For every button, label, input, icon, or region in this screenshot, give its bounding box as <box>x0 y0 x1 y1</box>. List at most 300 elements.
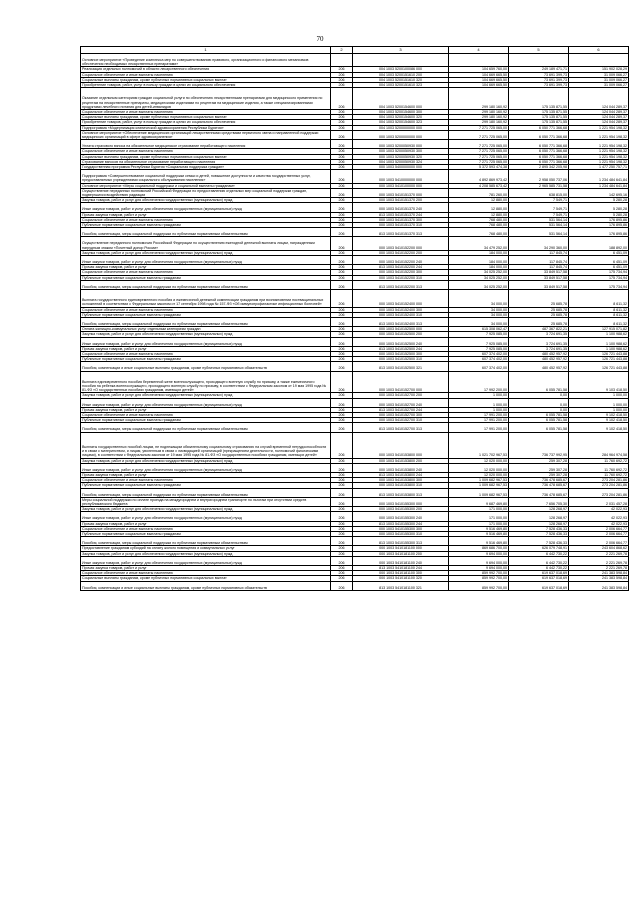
table-row <box>81 203 629 212</box>
row-remaining-cell: 9 102 418,50 <box>569 423 629 432</box>
row-executed-cell: 7 528 436,33 <box>509 537 569 546</box>
row-approved-cell: 34 000,00 <box>449 312 509 317</box>
row-code-cell: 813 1003 5410181100 321 <box>353 581 449 590</box>
row-remaining-cell: 8 611,32 <box>569 312 629 317</box>
row-code-cell: 813 1003 5410152700 244 <box>353 407 449 412</box>
row-name-cell: Закупка товаров, работ и услуг для обеспечения государственных (муниципальных) нужд <box>81 507 331 512</box>
row-grbs-cell: 206 <box>331 565 353 570</box>
row-approved-cell: 859 992 700,00 <box>449 571 509 576</box>
row-remaining-cell: 2 031 457,28 <box>569 497 629 506</box>
row-name-cell: Государственная программа Республики Бурятия «Социальная поддержка граждан» <box>81 165 331 170</box>
row-name-cell: Иные закупки товаров, работ и услуг для обеспечения государственных (муниципальных) нужд <box>81 203 331 212</box>
row-remaining-cell: 9 102 418,50 <box>569 418 629 423</box>
row-approved-cell: 17 992 200,00 <box>449 371 509 393</box>
row-executed-cell: 175 135 871,55 <box>509 115 569 120</box>
row-remaining-cell: 11 760 692,72 <box>569 472 629 477</box>
row-grbs-cell: 206 <box>331 307 353 312</box>
row-name-cell: Пособия, компенсации, меры социальной поддержки по публичным нормативным обязательствам <box>81 488 331 497</box>
row-remaining-cell: 1 221 954 198,32 <box>569 149 629 154</box>
table-row <box>81 88 629 110</box>
row-grbs-cell: 206 <box>331 312 353 317</box>
row-name-cell: Осуществление переданного полномочия Российской Федерации по осуществлению ежегодной денежной выплаты лицам, награжденным нагрудным знаком «Почетный донор России» <box>81 237 331 250</box>
row-name-cell: Пособия, компенсации и иные социальные выплаты гражданам, кроме публичных нормативных обязательств <box>81 581 331 590</box>
row-code-cell: 813 1003 5410152500 244 <box>353 346 449 351</box>
row-name-cell: Пособия, компенсации, меры социальной поддержки по публичным нормативным обязательствам <box>81 317 331 326</box>
row-code-cell: 000 1003 5410155300 000 <box>353 497 449 506</box>
row-executed-cell: 117 845,74 <box>509 256 569 265</box>
table-row <box>81 512 629 521</box>
row-approved-cell: 781 260,00 <box>449 188 509 197</box>
row-executed-cell: 33 849 517,58 <box>509 275 569 280</box>
row-name-cell: Закупка товаров, работ и услуг для обеспечения государственных (муниципальных) нужд <box>81 332 331 337</box>
row-approved-cell: 17 991 200,00 <box>449 418 509 423</box>
table-row <box>81 280 629 289</box>
row-approved-cell: 1 000,00 <box>449 393 509 398</box>
row-approved-cell: 9 687 469,80 <box>449 497 509 506</box>
row-executed-cell: 25 685,78 <box>509 317 569 326</box>
row-grbs-cell: 206 <box>331 546 353 551</box>
row-name-cell: Подпрограмма «Модернизация клинической здравоохранения Республики Бурятия» <box>81 125 331 130</box>
table-row <box>81 581 629 590</box>
row-grbs-cell: 206 <box>331 497 353 506</box>
row-remaining-cell <box>569 54 629 67</box>
row-grbs-cell: 206 <box>331 432 353 458</box>
row-grbs-cell: 206 <box>331 463 353 472</box>
row-code-cell: 000 1003 5400000000 000 <box>353 165 449 170</box>
row-name-cell: Пособия, компенсации и иные социальные выплаты гражданам, кроме публичных нормативных обязательств <box>81 362 331 371</box>
row-executed-cell: 531 564,14 <box>509 228 569 237</box>
row-remaining-cell: 124 044 289,37 <box>569 120 629 125</box>
row-name-cell: Социальное обеспечение и иные выплаты населению <box>81 478 331 483</box>
row-name-cell: Иные закупки товаров, работ и услуг для обеспечения государственных (муниципальных) нужд <box>81 463 331 472</box>
column-number-1: 1 <box>81 47 331 54</box>
row-name-cell: Выплаты государственных пособий лицам, не подлежащим обязательному социальному страхованию на случай временной нетрудоспособности и в связи с материнством, и лицам, уволенным в связи с ликвидацией организаций (прекращением деятельности, полномочий физическими лицами), в соответствии с Федеральным законом от 19 мая 1995 года № 81-ФЗ «О государственных пособиях гражданам, имеющих детей» <box>81 432 331 458</box>
row-approved-cell: 9 694 000,00 <box>449 551 509 556</box>
row-code-cell: 004 1003 5200154600 300 <box>353 110 449 115</box>
row-approved-cell: 299 180 160,92 <box>449 88 509 110</box>
row-code-cell: 000 1003 5410152700 000 <box>353 371 449 393</box>
row-approved-cell: 12 020 000,00 <box>449 458 509 463</box>
row-code-cell: 000 1003 5410152200 000 <box>353 237 449 250</box>
row-code-cell: 000 1003 5410152700 300 <box>353 412 449 417</box>
row-executed-cell: 480 452 957,92 <box>509 357 569 362</box>
row-name-cell: Выплата единовременного пособия беременной жене военнослужащего, проходящего военную службу по призыву, а также ежемесячного пособия на ребенка военнослужащего, проходящего военную службу по призыву, в соответствии с Федеральным законом от 19 мая 1995 года № 81-ФЗ «О государственных пособиях гражданам, имеющих детей» <box>81 371 331 393</box>
row-executed-cell: 33 849 517,58 <box>509 270 569 275</box>
row-grbs-cell: 206 <box>331 237 353 250</box>
row-grbs-cell: 206 <box>331 120 353 125</box>
row-grbs-cell: 206 <box>331 198 353 203</box>
row-code-cell: 813 1003 5410152200 244 <box>353 265 449 270</box>
row-executed-cell: 619 637 018,69 <box>509 571 569 576</box>
row-code-cell: 000 1003 5410155300 310 <box>353 531 449 536</box>
row-executed-cell: 175 135 871,55 <box>509 88 569 110</box>
row-remaining-cell: 284 964 974,58 <box>569 432 629 458</box>
row-code-cell: 813 1003 5410152400 313 <box>353 317 449 326</box>
row-grbs-cell: 206 <box>331 398 353 407</box>
row-remaining-cell: 126 721 443,88 <box>569 362 629 371</box>
row-approved-cell: 299 180 160,92 <box>449 115 509 120</box>
row-name-cell: Социальное обеспечение и иные выплаты населению <box>81 307 331 312</box>
row-grbs-cell: 206 <box>331 140 353 149</box>
row-executed-cell: 3 724 691,35 <box>509 337 569 346</box>
row-grbs-cell: 206 <box>331 228 353 237</box>
table-row <box>81 537 629 546</box>
row-name-cell: Оказание отдельным категориям граждан социальной услуги по обеспечению лекарственными препаратами для медицинского применения по рецептам на лекарственные препараты, медицинскими изделиями по рецептам на медицинские изделия, а также специализированными продуктами лечебного питания для детей-инвалидов <box>81 88 331 110</box>
row-grbs-cell: 206 <box>331 217 353 222</box>
row-approved-cell: 768 480,00 <box>449 228 509 237</box>
row-executed-cell: 175 135 871,55 <box>509 110 569 115</box>
row-remaining-cell: 11 760 692,72 <box>569 463 629 472</box>
row-code-cell: 000 1003 5200000000 000 <box>353 130 449 139</box>
row-remaining-cell: 1 234 484 641,84 <box>569 170 629 183</box>
row-remaining-cell: 11 760 692,72 <box>569 458 629 463</box>
table-row <box>81 256 629 265</box>
row-executed-cell: 6 050 771 366,68 <box>509 149 569 154</box>
row-grbs-cell: 206 <box>331 275 353 280</box>
row-approved-cell: 7 271 725 065,00 <box>449 159 509 164</box>
row-code-cell: 000 1003 5410153800 000 <box>353 432 449 458</box>
row-approved-cell: 7 271 725 065,00 <box>449 154 509 159</box>
row-grbs-cell: 206 <box>331 507 353 512</box>
row-name-cell: Иные закупки товаров, работ и услуг для обеспечения государственных (муниципальных) нужд <box>81 337 331 346</box>
row-grbs-cell: 206 <box>331 115 353 120</box>
row-approved-cell: 1 000,00 <box>449 407 509 412</box>
row-name-cell: Закупка товаров, работ и услуг для обеспечения государственных (муниципальных) нужд <box>81 198 331 203</box>
row-approved-cell: 17 991 200,00 <box>449 412 509 417</box>
row-code-cell: 004 1003 5200154600 320 <box>353 115 449 120</box>
row-remaining-cell: 176 895,86 <box>569 217 629 222</box>
row-name-cell: Социальное обеспечение и иные выплаты населению <box>81 110 331 115</box>
row-approved-cell: 859 992 700,00 <box>449 581 509 590</box>
row-name-cell: Публичные нормативные социальные выплаты гражданам <box>81 223 331 228</box>
table-row <box>81 463 629 472</box>
row-approved-cell: 104 659 760,00 <box>449 67 509 72</box>
row-approved-cell: 184 000,00 <box>449 256 509 265</box>
row-approved-cell: 5 372 593 474,38 <box>449 165 509 170</box>
row-grbs-cell: 206 <box>331 327 353 332</box>
row-approved-cell: 12 880,00 <box>449 198 509 203</box>
row-grbs-cell: 206 <box>331 531 353 536</box>
row-executed-cell: 6 055 781,58 <box>509 412 569 417</box>
row-code-cell: 000 1003 5410152200 300 <box>353 270 449 275</box>
row-executed-cell: 7 549,71 <box>509 203 569 212</box>
row-grbs-cell: 206 <box>331 170 353 183</box>
row-remaining-cell: 241 383 598,84 <box>569 571 629 576</box>
row-remaining-cell: 1 000,00 <box>569 407 629 412</box>
row-executed-cell: 0,00 <box>509 393 569 398</box>
row-remaining-cell: 31 009 066,27 <box>569 72 629 77</box>
row-remaining-cell: 176 895,86 <box>569 228 629 237</box>
row-name-cell: Прочая закупка товаров, работ и услуг <box>81 565 331 570</box>
row-executed-cell: 6 050 771 366,68 <box>509 154 569 159</box>
row-approved-cell: 1 009 682 967,53 <box>449 483 509 488</box>
row-name-cell: Закупка товаров, работ и услуг для обеспечения государственных (муниципальных) нужд <box>81 551 331 556</box>
row-remaining-cell: 175 734,94 <box>569 270 629 275</box>
row-approved-cell: 9 694 000,00 <box>449 565 509 570</box>
row-approved-cell: 7 271 725 065,00 <box>449 140 509 149</box>
row-grbs-cell: 206 <box>331 423 353 432</box>
row-remaining-cell: 273 204 281,86 <box>569 478 629 483</box>
row-executed-cell: 736 478 685,67 <box>509 483 569 488</box>
row-code-cell: 000 1003 5410152700 240 <box>353 398 449 407</box>
row-name-cell: Пособия, компенсации, меры социальной поддержки по публичным нормативным обязательствам <box>81 228 331 237</box>
row-grbs-cell: 206 <box>331 183 353 188</box>
row-executed-cell: 25 685,78 <box>509 307 569 312</box>
row-grbs-cell: 206 <box>331 472 353 477</box>
row-code-cell: 000 1003 5410152200 310 <box>353 275 449 280</box>
row-executed-cell: 175 135 871,55 <box>509 120 569 125</box>
row-executed-cell: 259 307,28 <box>509 472 569 477</box>
row-executed-cell: 6 055 781,58 <box>509 418 569 423</box>
row-remaining-cell: 176 895,86 <box>569 223 629 228</box>
row-executed-cell: 6 442 730,22 <box>509 551 569 556</box>
row-executed-cell: 33 849 517,58 <box>509 280 569 289</box>
row-name-cell: Основное мероприятие «Меры социальной поддержки и социальной выплаты гражданам» <box>81 183 331 188</box>
row-approved-cell: 607 374 402,00 <box>449 351 509 356</box>
table-row <box>81 497 629 506</box>
row-approved-cell: 7 271 725 065,00 <box>449 149 509 154</box>
row-remaining-cell: 8 611,32 <box>569 317 629 326</box>
row-name-cell: Социальное обеспечение и иные выплаты населению <box>81 412 331 417</box>
row-code-cell: 000 1003 5410152400 000 <box>353 289 449 307</box>
row-approved-cell: 7 271 725 065,00 <box>449 130 509 139</box>
row-remaining-cell: 188 892,00 <box>569 237 629 250</box>
row-executed-cell: 480 452 957,92 <box>509 351 569 356</box>
row-code-cell: 004 1003 5200151610 323 <box>353 83 449 88</box>
row-grbs-cell: 206 <box>331 537 353 546</box>
row-approved-cell: 7 925 085,00 <box>449 337 509 346</box>
row-grbs-cell: 206 <box>331 483 353 488</box>
row-executed-cell: 6 050 771 366,68 <box>509 125 569 130</box>
row-code-cell: 000 1003 5410000000 000 <box>353 170 449 183</box>
row-grbs-cell: 206 <box>331 576 353 581</box>
row-executed-cell: 249 189 471,71 <box>509 67 569 72</box>
row-code-cell: 000 1003 5410153800 310 <box>353 483 449 488</box>
row-code-cell: 000 1003 5410152500 310 <box>353 357 449 362</box>
row-remaining-cell: 126 721 443,88 <box>569 357 629 362</box>
row-name-cell: Публичные нормативные социальные выплаты гражданам <box>81 531 331 536</box>
row-grbs-cell: 206 <box>331 203 353 212</box>
column-number-3: 3 <box>353 47 449 54</box>
row-name-cell: Социальное обеспечение и иные выплаты населению <box>81 526 331 531</box>
row-executed-cell: 626 079 748,91 <box>509 546 569 551</box>
table-row <box>81 423 629 432</box>
row-approved-cell: 34 000,00 <box>449 289 509 307</box>
row-grbs-cell: 206 <box>331 551 353 556</box>
row-grbs-cell: 206 <box>331 571 353 576</box>
row-grbs-cell: 206 <box>331 250 353 255</box>
row-executed-cell: 73 691 399,73 <box>509 83 569 88</box>
row-executed-cell: 6 050 771 366,68 <box>509 159 569 164</box>
row-approved-cell: 1 021 702 967,53 <box>449 432 509 458</box>
row-grbs-cell: 206 <box>331 581 353 590</box>
row-grbs-cell: 206 <box>331 67 353 72</box>
row-grbs-cell: 206 <box>331 212 353 217</box>
table-row <box>81 488 629 497</box>
row-approved-cell: 12 020 000,00 <box>449 463 509 472</box>
row-code-cell: 000 1003 5410181100 200 <box>353 551 449 556</box>
row-remaining-cell: 5 280,28 <box>569 203 629 212</box>
row-code-cell: 000 1003 5410152200 240 <box>353 256 449 265</box>
row-executed-cell: 6 050 771 366,68 <box>509 130 569 139</box>
row-remaining-cell: 273 204 281,86 <box>569 488 629 497</box>
row-code-cell: 004 1003 5200154600 000 <box>353 88 449 110</box>
row-grbs-cell: 206 <box>331 317 353 326</box>
row-code-cell: 000 1003 5410152400 310 <box>353 312 449 317</box>
row-code-cell: 000 1003 5410152500 240 <box>353 337 449 346</box>
row-executed-cell: 638 815,00 <box>509 188 569 197</box>
row-executed-cell: 7 656 705,30 <box>509 497 569 506</box>
row-executed-cell: 736 478 685,67 <box>509 488 569 497</box>
row-name-cell: Подпрограмма «Совершенствование социальной поддержки семьи и детей, повышение доступности и качества государственных услуг, предоставляемых учреждениями социального обслуживания населения» <box>81 170 331 183</box>
row-approved-cell: 171 000,00 <box>449 521 509 526</box>
row-approved-cell: 12 880,00 <box>449 212 509 217</box>
row-name-cell: Приобретение товаров, работ, услуг в пользу граждан в целях их социального обеспечения <box>81 83 331 88</box>
row-grbs-cell: 206 <box>331 83 353 88</box>
row-remaining-cell: 1 100 988,62 <box>569 337 629 346</box>
row-name-cell: Оплата жилищно-коммунальных услуг отдельным категориям граждан <box>81 327 331 332</box>
row-grbs-cell <box>331 54 353 67</box>
row-code-cell: 000 1003 5410151370 000 <box>353 188 449 197</box>
row-code-cell: 004 1003 5200100086 000 <box>353 67 449 72</box>
row-code-cell: 000 1003 5410153800 240 <box>353 463 449 472</box>
row-remaining-cell: 124 044 289,37 <box>569 88 629 110</box>
table-row <box>81 432 629 458</box>
row-code-cell: 000 1003 5410181100 300 <box>353 571 449 576</box>
row-code-cell: 000 1003 5410152500 300 <box>353 351 449 356</box>
row-name-cell: Социальное обеспечение и иные выплаты населению <box>81 217 331 222</box>
row-remaining-cell: 241 383 598,84 <box>569 581 629 590</box>
row-grbs-cell: 206 <box>331 149 353 154</box>
column-number-5: 5 <box>509 47 569 54</box>
row-approved-cell: 7 925 085,00 <box>449 346 509 351</box>
row-executed-cell <box>509 54 569 67</box>
row-executed-cell: 0,00 <box>509 407 569 412</box>
row-remaining-cell: 6 451,09 <box>569 265 629 270</box>
row-grbs-cell: 206 <box>331 188 353 197</box>
row-executed-cell: 531 564,14 <box>509 217 569 222</box>
row-executed-cell: 117 845,74 <box>509 250 569 255</box>
row-executed-cell: 6 442 730,22 <box>509 565 569 570</box>
row-approved-cell: 7 271 725 065,00 <box>449 125 509 130</box>
row-executed-cell: 25 685,78 <box>509 312 569 317</box>
row-remaining-cell: 273 204 281,86 <box>569 483 629 488</box>
table-row <box>81 228 629 237</box>
row-name-cell: Иные закупки товаров, работ и услуг для обеспечения государственных (муниципальных) нужд <box>81 398 331 407</box>
row-grbs-cell: 206 <box>331 407 353 412</box>
row-approved-cell: 768 480,00 <box>449 217 509 222</box>
table-row <box>81 317 629 326</box>
row-remaining-cell: 1 100 988,62 <box>569 346 629 351</box>
row-remaining-cell: 2 221 269,78 <box>569 556 629 565</box>
row-code-cell: 000 1003 5410152700 200 <box>353 393 449 398</box>
row-executed-cell: 128 268,97 <box>509 512 569 521</box>
row-executed-cell: 619 637 018,69 <box>509 576 569 581</box>
row-approved-cell: 34 025 252,00 <box>449 280 509 289</box>
row-grbs-cell: 206 <box>331 154 353 159</box>
row-approved-cell: 607 374 402,00 <box>449 362 509 371</box>
row-code-cell: 000 1003 5410152200 200 <box>353 250 449 255</box>
row-name-cell: Социальное обеспечение и иные выплаты населению <box>81 72 331 77</box>
row-approved-cell: 104 669 665,50 <box>449 72 509 77</box>
row-name-cell: Закупка товаров, работ и услуг для обеспечения государственных (муниципальных) нужд <box>81 393 331 398</box>
row-remaining-cell: 1 234 484 641,84 <box>569 183 629 188</box>
row-approved-cell: 7 925 085,00 <box>449 332 509 337</box>
row-approved-cell: 171 000,00 <box>449 512 509 521</box>
row-code-cell: 000 1003 5200050930 000 <box>353 140 449 149</box>
row-remaining-cell: 1 221 954 198,32 <box>569 130 629 139</box>
row-name-cell: Основное мероприятие «Проведение комплекса мер по совершенствованию правового, организационного и финансового механизмов обеспечения необходимых лекарственных препаратами» <box>81 54 331 67</box>
table-row <box>81 362 629 371</box>
row-executed-cell: 7 528 436,33 <box>509 526 569 531</box>
row-executed-cell: 736 737 992,95 <box>509 432 569 458</box>
row-grbs-cell: 206 <box>331 270 353 275</box>
row-grbs-cell: 206 <box>331 371 353 393</box>
row-approved-cell: 299 180 160,92 <box>449 120 509 125</box>
table-row <box>81 371 629 393</box>
row-name-cell: Прочая закупка товаров, работ и услуг <box>81 346 331 351</box>
row-code-cell: 813 1003 5410152700 313 <box>353 423 449 432</box>
row-executed-cell: 0,00 <box>509 398 569 407</box>
column-number-2: 2 <box>331 47 353 54</box>
row-remaining-cell: 6 451,09 <box>569 250 629 255</box>
row-code-cell: 000 1003 5200050930 300 <box>353 149 449 154</box>
row-name-cell: Публичные нормативные социальные выплаты гражданам <box>81 312 331 317</box>
row-grbs-cell: 206 <box>331 357 353 362</box>
row-remaining-cell: 1 221 954 198,32 <box>569 140 629 149</box>
row-code-cell: 000 1003 5410151370 310 <box>353 223 449 228</box>
row-grbs-cell: 206 <box>331 351 353 356</box>
row-approved-cell: 299 180 160,92 <box>449 110 509 115</box>
row-code-cell <box>353 54 449 67</box>
row-name-cell: Прочая закупка товаров, работ и услуг <box>81 472 331 477</box>
row-name-cell: Прочая закупка товаров, работ и услуг <box>81 265 331 270</box>
row-executed-cell: 73 691 399,73 <box>509 72 569 77</box>
row-approved-cell: 104 669 665,50 <box>449 77 509 82</box>
row-executed-cell: 25 685,78 <box>509 289 569 307</box>
row-remaining-cell: 42 022,93 <box>569 521 629 526</box>
row-executed-cell: 736 478 685,67 <box>509 478 569 483</box>
row-approved-cell: 1 009 682 967,53 <box>449 488 509 497</box>
row-name-cell: Социальные выплаты гражданам, кроме публичных нормативных социальных выплат <box>81 576 331 581</box>
row-executed-cell: 2 895 342 205,98 <box>509 165 569 170</box>
table-row <box>81 556 629 565</box>
row-grbs-cell: 206 <box>331 346 353 351</box>
row-remaining-cell: 124 044 289,37 <box>569 110 629 115</box>
row-grbs-cell: 206 <box>331 265 353 270</box>
row-grbs-cell: 206 <box>331 488 353 497</box>
row-code-cell: 000 1003 5410151370 300 <box>353 217 449 222</box>
row-code-cell: 813 1003 5410152200 313 <box>353 280 449 289</box>
row-executed-cell: 7 528 436,33 <box>509 531 569 536</box>
row-name-cell: Прочая закупка товаров, работ и услуг <box>81 407 331 412</box>
row-remaining-cell: 9 103 418,50 <box>569 371 629 393</box>
row-name-cell: Страхование взносов на обязательное страхование неработающего населения <box>81 159 331 164</box>
row-approved-cell: 4 892 869 973,42 <box>449 170 509 183</box>
row-approved-cell: 34 025 252,00 <box>449 275 509 280</box>
row-remaining-cell: 175 734,94 <box>569 275 629 280</box>
row-code-cell: 000 1003 5200050930 320 <box>353 154 449 159</box>
row-code-cell: 813 1003 5410153800 244 <box>353 472 449 477</box>
row-name-cell: Публичные нормативные социальные выплаты гражданам <box>81 483 331 488</box>
row-remaining-cell: 2 221 269,78 <box>569 551 629 556</box>
row-remaining-cell: 2 006 664,77 <box>569 537 629 546</box>
row-executed-cell: 6 055 781,58 <box>509 371 569 393</box>
row-remaining-cell: 1 221 954 198,32 <box>569 125 629 130</box>
row-grbs-cell: 206 <box>331 125 353 130</box>
row-grbs-cell: 206 <box>331 521 353 526</box>
row-remaining-cell: 124 044 289,37 <box>569 115 629 120</box>
